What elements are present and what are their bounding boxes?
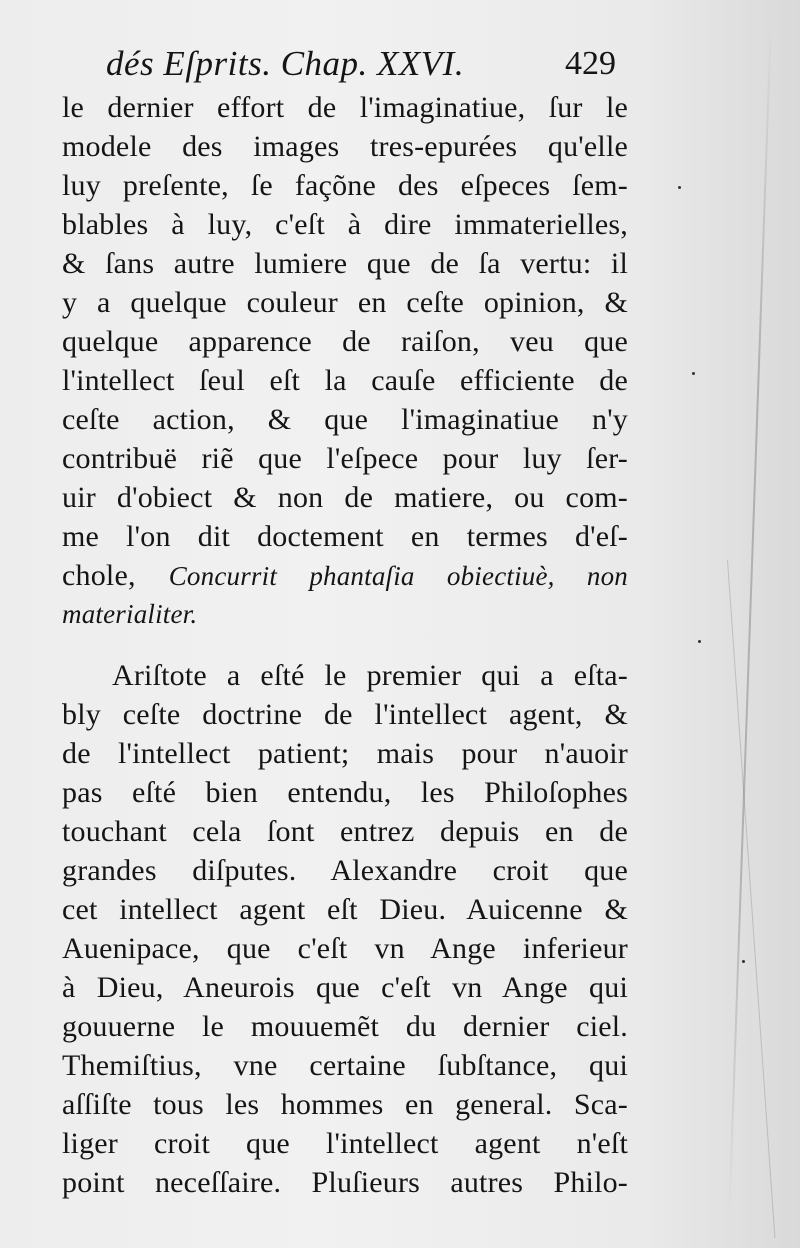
text-line: gouuerne le mouuemẽt du dernier ciel. bbox=[62, 1010, 628, 1043]
page-edge-fold bbox=[727, 560, 775, 1238]
text-line-mixed bbox=[62, 556, 628, 595]
text-line: blables à luy, c'eſt à dire immaterielles, bbox=[62, 208, 628, 241]
page-edge-shadow bbox=[728, 20, 772, 1219]
text-line: Ariſtote a eſté le premier qui a eſta- bbox=[112, 659, 628, 692]
text-line: le dernier effort de l'imaginatiue, ſur le bbox=[62, 91, 628, 124]
text-line: contribuë riẽ que l'eſpece pour luy ſer- bbox=[62, 442, 628, 475]
latin-quotation-end: materialiter. bbox=[62, 599, 198, 629]
latin-quotation: Concurrit phantaſia obiectiuè, non bbox=[168, 561, 628, 591]
text-line: quelque apparence de raiſon, veu que bbox=[62, 325, 628, 358]
ink-speck bbox=[692, 372, 695, 375]
paragraph-1 bbox=[62, 88, 628, 634]
roman-text: chole, bbox=[62, 559, 136, 592]
text-line: Themiſtius, vne certaine ſubſtance, qui bbox=[62, 1049, 628, 1082]
text-line: cet intellect agent eſt Dieu. Auicenne & bbox=[62, 893, 628, 926]
text-line: de l'intellect patient; mais pour n'auoir bbox=[62, 737, 628, 770]
text-line: ceſte action, & que l'imaginatiue n'y bbox=[62, 403, 628, 436]
ink-speck bbox=[742, 960, 745, 963]
text-line: luy preſente, ſe façõne des eſpeces ſem- bbox=[62, 169, 628, 202]
text-line: bly ceſte doctrine de l'intellect agent, & bbox=[62, 698, 628, 731]
text-line: Auenipace, que c'eſt vn Ange inferieur bbox=[62, 932, 628, 965]
running-head: dés Eſprits. Chap. XXVI. bbox=[106, 44, 465, 83]
text-line: y a quelque couleur en ceſte opinion, & bbox=[62, 286, 628, 319]
text-line: point neceſſaire. Pluſieurs autres Philo- bbox=[62, 1166, 628, 1199]
ink-speck bbox=[678, 186, 681, 189]
text-line: à Dieu, Aneurois que c'eſt vn Ange qui bbox=[62, 971, 628, 1004]
paragraph-2 bbox=[62, 656, 628, 1202]
text-line: touchant cela ſont entrez depuis en de bbox=[62, 815, 628, 848]
text-line: modele des images tres-epurées qu'elle bbox=[62, 130, 628, 163]
ink-speck bbox=[698, 640, 701, 643]
text-line: uir d'obiect & non de matiere, ou com- bbox=[62, 481, 628, 514]
paragraph-gap bbox=[62, 634, 628, 656]
text-line: liger croit que l'intellect agent n'eſt bbox=[62, 1127, 628, 1160]
text-line: l'intellect ſeul eſt la cauſe efficiente de bbox=[62, 364, 628, 397]
text-line: & ſans autre lumiere que de ſa vertu: il bbox=[62, 247, 628, 280]
text-line: pas eſté bien entendu, les Philoſophes bbox=[62, 776, 628, 809]
page-number: 429 bbox=[565, 45, 616, 82]
text-line: me l'on dit doctement en termes d'eſ- bbox=[62, 520, 628, 553]
body-text bbox=[62, 88, 628, 1202]
text-line: grandes diſputes. Alexandre croit que bbox=[62, 854, 628, 887]
text-line: aſſiſte tous les hommes en general. Sca- bbox=[62, 1088, 628, 1121]
page-header bbox=[106, 38, 616, 90]
